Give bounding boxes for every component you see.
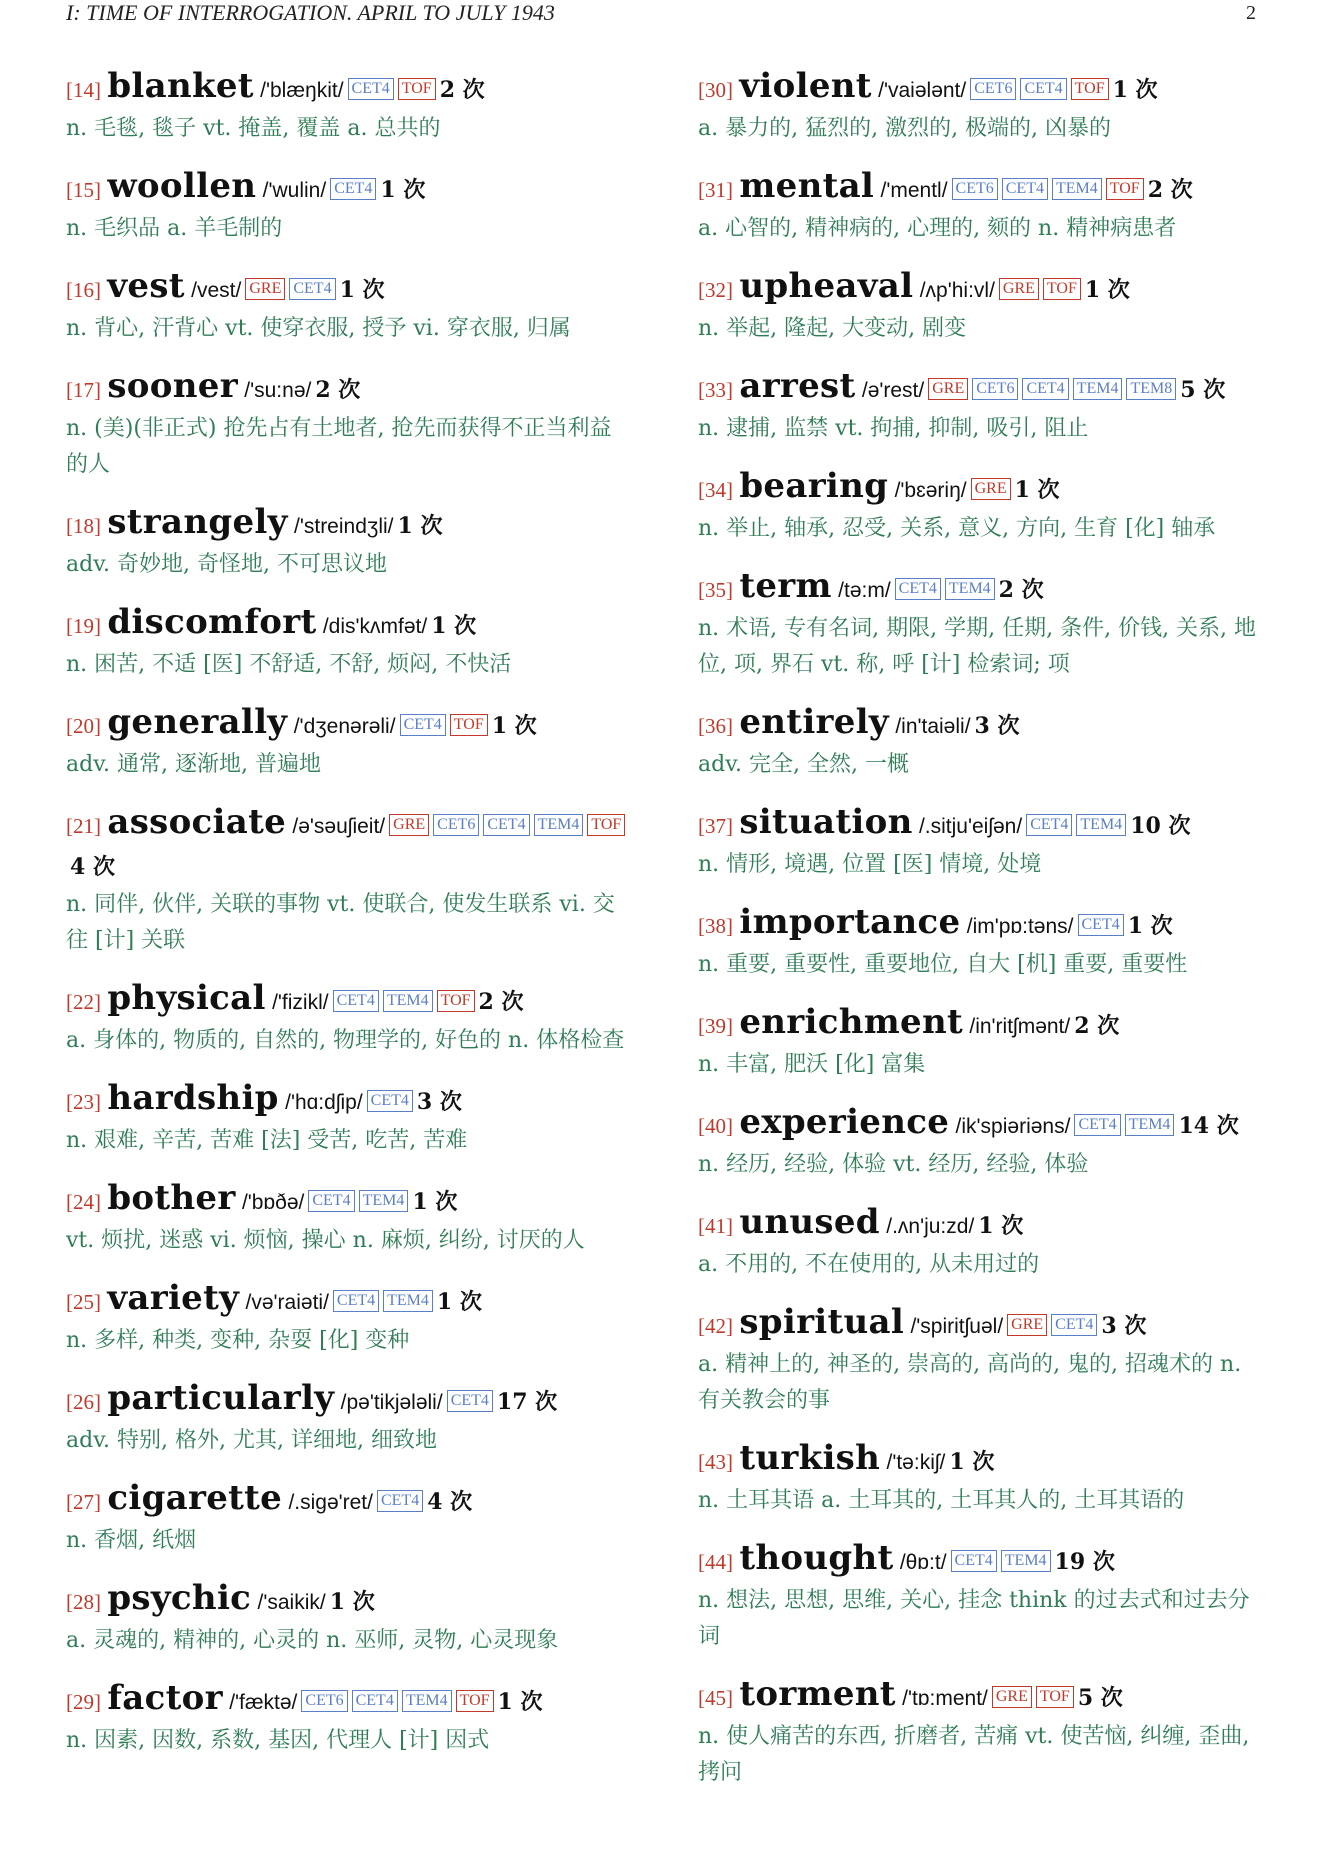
headword: upheaval bbox=[739, 266, 914, 306]
vocab-entry bbox=[698, 166, 1264, 247]
headword: mental bbox=[739, 166, 875, 206]
exam-tag-badge: CET4 bbox=[400, 714, 446, 736]
occurrence-count: 1 次 bbox=[397, 513, 443, 539]
headword: situation bbox=[739, 802, 913, 842]
right-column bbox=[698, 66, 1264, 1810]
headword: associate bbox=[107, 802, 287, 842]
exam-tag-badge: CET4 bbox=[367, 1090, 413, 1112]
exam-tag-badge: CET4 bbox=[348, 78, 394, 100]
headword: strangely bbox=[107, 502, 288, 542]
exam-tag-badge: TEM4 bbox=[383, 1290, 433, 1312]
entry-headline bbox=[66, 66, 632, 111]
definition: vt. 烦扰, 迷惑 vi. 烦恼, 操心 n. 麻烦, 纠纷, 讨厌的人 bbox=[66, 1228, 585, 1253]
vocab-entry bbox=[66, 1178, 632, 1259]
headword: spiritual bbox=[739, 1302, 905, 1342]
definition: adv. 完全, 全然, 一概 bbox=[698, 752, 909, 777]
exam-tag-badge: TOF bbox=[456, 1690, 494, 1712]
entry-headline bbox=[698, 566, 1264, 611]
exam-tag-badge: CET4 bbox=[1022, 378, 1068, 400]
occurrence-count: 1 次 bbox=[978, 1213, 1024, 1239]
exam-tag-badge: CET4 bbox=[1026, 814, 1072, 836]
entry-headline bbox=[66, 166, 632, 211]
exam-tag-badge: TOF bbox=[1043, 278, 1081, 300]
entry-number: [25] bbox=[66, 1290, 101, 1314]
entry-number: [36] bbox=[698, 714, 733, 738]
headword: turkish bbox=[739, 1438, 881, 1478]
exam-tag-badge: TEM4 bbox=[945, 578, 995, 600]
occurrence-count: 1 次 bbox=[1127, 913, 1173, 939]
exam-tag-badge: CET4 bbox=[352, 1690, 398, 1712]
occurrence-count: 1 次 bbox=[491, 713, 537, 739]
entry-headline bbox=[698, 902, 1264, 947]
occurrence-count: 5 次 bbox=[1077, 1685, 1123, 1711]
occurrence-count: 1 次 bbox=[1112, 77, 1158, 103]
entry-headline bbox=[698, 1102, 1264, 1147]
definition: a. 暴力的, 猛烈的, 激烈的, 极端的, 凶暴的 bbox=[698, 116, 1112, 141]
headword: importance bbox=[739, 902, 961, 942]
phonetic: /'fizikl/ bbox=[272, 991, 329, 1014]
vocab-entry bbox=[66, 1578, 632, 1659]
headword: blanket bbox=[107, 66, 254, 106]
definition: n. 逮捕, 监禁 vt. 拘捕, 抑制, 吸引, 阻止 bbox=[698, 416, 1089, 441]
definition: a. 不用的, 不在使用的, 从未用过的 bbox=[698, 1252, 1040, 1277]
definition: n. 经历, 经验, 体验 vt. 经历, 经验, 体验 bbox=[698, 1152, 1089, 1177]
exam-tag-badge: GRE bbox=[245, 278, 285, 300]
phonetic: /'tɒ:ment/ bbox=[902, 1687, 988, 1710]
vocab-entry bbox=[66, 702, 632, 783]
phonetic: /θɒ:t/ bbox=[899, 1551, 947, 1574]
exam-tag-badge: CET6 bbox=[952, 178, 998, 200]
vocab-entry bbox=[698, 1438, 1264, 1519]
definition: n. 想法, 思想, 思维, 关心, 挂念 think 的过去式和过去分词 bbox=[698, 1588, 1250, 1649]
entry-headline bbox=[66, 366, 632, 411]
headword: violent bbox=[739, 66, 872, 106]
definition: n. 土耳其语 a. 土耳其的, 土耳其人的, 土耳其语的 bbox=[698, 1488, 1185, 1513]
phonetic: /və'raiəti/ bbox=[245, 1291, 329, 1314]
headword: entirely bbox=[739, 702, 889, 742]
phonetic: /'mentl/ bbox=[880, 179, 948, 202]
headword: torment bbox=[739, 1674, 896, 1714]
entry-headline bbox=[66, 1378, 632, 1423]
vocab-entry bbox=[698, 266, 1264, 347]
occurrence-count: 3 次 bbox=[974, 713, 1020, 739]
entry-number: [28] bbox=[66, 1590, 101, 1614]
headword: psychic bbox=[107, 1578, 252, 1618]
entry-number: [39] bbox=[698, 1014, 733, 1038]
entry-number: [20] bbox=[66, 714, 101, 738]
exam-tag-badge: CET4 bbox=[1051, 1314, 1097, 1336]
entry-headline bbox=[698, 702, 1264, 747]
exam-tag-badge: CET6 bbox=[433, 814, 479, 836]
exam-tag-badge: CET6 bbox=[972, 378, 1018, 400]
entry-number: [24] bbox=[66, 1190, 101, 1214]
entry-number: [17] bbox=[66, 378, 101, 402]
exam-tag-badge: CET4 bbox=[333, 990, 379, 1012]
entry-headline bbox=[66, 1078, 632, 1123]
entry-number: [16] bbox=[66, 278, 101, 302]
headword: cigarette bbox=[107, 1478, 283, 1518]
entry-headline bbox=[66, 602, 632, 647]
definition: n. 因素, 因数, 系数, 基因, 代理人 [计] 因式 bbox=[66, 1728, 490, 1753]
phonetic: /'saikik/ bbox=[257, 1591, 326, 1614]
entry-headline bbox=[698, 1438, 1264, 1483]
definition: adv. 奇妙地, 奇怪地, 不可思议地 bbox=[66, 552, 387, 577]
occurrence-count: 1 次 bbox=[436, 1289, 482, 1315]
occurrence-count: 2 次 bbox=[1147, 177, 1193, 203]
exam-tag-badge: GRE bbox=[999, 278, 1039, 300]
exam-tag-badge: GRE bbox=[928, 378, 968, 400]
phonetic: /tə:m/ bbox=[838, 579, 891, 602]
exam-tag-badge: CET4 bbox=[377, 1490, 423, 1512]
occurrence-count: 1 次 bbox=[497, 1689, 543, 1715]
phonetic: /'wulin/ bbox=[262, 179, 327, 202]
occurrence-count: 10 次 bbox=[1130, 813, 1191, 839]
vocab-entry bbox=[698, 902, 1264, 983]
vocab-entry bbox=[66, 1678, 632, 1759]
occurrence-count: 1 次 bbox=[380, 177, 426, 203]
phonetic: /in'ritʃmənt/ bbox=[969, 1015, 1071, 1038]
definition: n. 举起, 隆起, 大变动, 剧变 bbox=[698, 316, 967, 341]
vocab-entry bbox=[698, 1202, 1264, 1283]
entry-headline bbox=[698, 466, 1264, 511]
vocab-entry bbox=[698, 1002, 1264, 1083]
vocab-entry bbox=[66, 802, 632, 959]
vocab-entry bbox=[698, 466, 1264, 547]
occurrence-count: 2 次 bbox=[998, 577, 1044, 603]
occurrence-count: 2 次 bbox=[315, 377, 361, 403]
vocab-entry bbox=[66, 1478, 632, 1559]
entry-headline bbox=[698, 266, 1264, 311]
page-number: 2 bbox=[1246, 2, 1256, 24]
occurrence-count: 1 次 bbox=[412, 1189, 458, 1215]
headword: variety bbox=[107, 1278, 240, 1318]
headword: bother bbox=[107, 1178, 236, 1218]
exam-tag-badge: CET6 bbox=[301, 1690, 347, 1712]
definition: n. 艰难, 辛苦, 苦难 [法] 受苦, 吃苦, 苦难 bbox=[66, 1128, 468, 1153]
headword: unused bbox=[739, 1202, 880, 1242]
phonetic: /.ʌn'ju:zd/ bbox=[886, 1215, 975, 1238]
definition: a. 心智的, 精神病的, 心理的, 颏的 n. 精神病患者 bbox=[698, 216, 1177, 241]
exam-tag-badge: GRE bbox=[389, 814, 429, 836]
phonetic: /'vaiələnt/ bbox=[878, 79, 967, 102]
entry-number: [21] bbox=[66, 814, 101, 838]
vocab-entry bbox=[698, 1302, 1264, 1419]
entry-number: [35] bbox=[698, 578, 733, 602]
entry-number: [38] bbox=[698, 914, 733, 938]
headword: sooner bbox=[107, 366, 238, 406]
entry-number: [45] bbox=[698, 1686, 733, 1710]
definition: n. 重要, 重要性, 重要地位, 自大 [机] 重要, 重要性 bbox=[698, 952, 1188, 977]
definition: n. 毛织品 a. 羊毛制的 bbox=[66, 216, 283, 241]
occurrence-count: 2 次 bbox=[478, 989, 524, 1015]
vocab-entry bbox=[66, 502, 632, 583]
exam-tag-badge: CET4 bbox=[289, 278, 335, 300]
definition: n. 情形, 境遇, 位置 [医] 情境, 处境 bbox=[698, 852, 1042, 877]
chapter-title: I: TIME OF INTERROGATION. APRIL TO JULY 1943 bbox=[66, 0, 555, 25]
headword: experience bbox=[739, 1102, 950, 1142]
entry-headline bbox=[66, 802, 632, 887]
entry-number: [19] bbox=[66, 614, 101, 638]
entry-headline bbox=[698, 66, 1264, 111]
exam-tag-badge: TOF bbox=[450, 714, 488, 736]
definition: n. 多样, 种类, 变种, 杂耍 [化] 变种 bbox=[66, 1328, 410, 1353]
entry-headline bbox=[66, 1178, 632, 1223]
definition: n. 毛毯, 毯子 vt. 掩盖, 覆盖 a. 总共的 bbox=[66, 116, 441, 141]
exam-tag-badge: CET4 bbox=[333, 1290, 379, 1312]
occurrence-count: 2 次 bbox=[439, 77, 485, 103]
phonetic: /'spiritʃuəl/ bbox=[910, 1315, 1004, 1338]
occurrence-count: 14 次 bbox=[1178, 1113, 1239, 1139]
exam-tag-badge: CET4 bbox=[1020, 78, 1066, 100]
vocab-entry bbox=[698, 1674, 1264, 1791]
entry-headline bbox=[698, 1202, 1264, 1247]
entry-headline bbox=[66, 1578, 632, 1623]
vocab-entry bbox=[698, 66, 1264, 147]
entry-headline bbox=[698, 802, 1264, 847]
occurrence-count: 3 次 bbox=[416, 1089, 462, 1115]
headword: vest bbox=[107, 266, 185, 306]
phonetic: /ə'rest/ bbox=[861, 379, 925, 402]
entry-number: [29] bbox=[66, 1690, 101, 1714]
exam-tag-badge: TEM8 bbox=[1126, 378, 1176, 400]
exam-tag-badge: GRE bbox=[992, 1686, 1032, 1708]
exam-tag-badge: TEM4 bbox=[534, 814, 584, 836]
entry-number: [33] bbox=[698, 378, 733, 402]
occurrence-count: 4 次 bbox=[70, 854, 115, 880]
vocab-entry bbox=[698, 366, 1264, 447]
entry-number: [22] bbox=[66, 990, 101, 1014]
phonetic: /.sigə'ret/ bbox=[288, 1491, 373, 1514]
occurrence-count: 2 次 bbox=[1074, 1013, 1120, 1039]
definition: n. 丰富, 肥沃 [化] 富集 bbox=[698, 1052, 926, 1077]
phonetic: /'fæktə/ bbox=[229, 1691, 298, 1714]
entry-number: [32] bbox=[698, 278, 733, 302]
entry-headline bbox=[66, 978, 632, 1023]
occurrence-count: 1 次 bbox=[339, 277, 385, 303]
occurrence-count: 1 次 bbox=[949, 1449, 995, 1475]
entry-headline bbox=[66, 502, 632, 547]
phonetic: /ik'spiəriəns/ bbox=[955, 1115, 1071, 1138]
exam-tag-badge: TEM4 bbox=[1073, 378, 1123, 400]
vocab-entry bbox=[66, 266, 632, 347]
entry-number: [23] bbox=[66, 1090, 101, 1114]
entry-number: [34] bbox=[698, 478, 733, 502]
definition: n. (美)(非正式) 抢先占有土地者, 抢先而获得不正当利益的人 bbox=[66, 416, 612, 477]
definition: n. 术语, 专有名词, 期限, 学期, 任期, 条件, 价钱, 关系, 地位, 项, 界石 vt. 称, 呼 [计] 检索词; 项 bbox=[698, 616, 1257, 677]
exam-tag-badge: TOF bbox=[1106, 178, 1144, 200]
entry-headline bbox=[66, 1278, 632, 1323]
phonetic: /'dʒenərəli/ bbox=[293, 715, 396, 738]
vocab-entry bbox=[698, 802, 1264, 883]
entry-number: [40] bbox=[698, 1114, 733, 1138]
entry-headline bbox=[698, 166, 1264, 211]
exam-tag-badge: CET4 bbox=[447, 1390, 493, 1412]
occurrence-count: 3 次 bbox=[1101, 1313, 1147, 1339]
vocab-entry bbox=[66, 1078, 632, 1159]
exam-tag-badge: GRE bbox=[971, 478, 1011, 500]
headword: discomfort bbox=[107, 602, 317, 642]
definition: a. 灵魂的, 精神的, 心灵的 n. 巫师, 灵物, 心灵现象 bbox=[66, 1628, 559, 1653]
phonetic: /.sitju'eiʃən/ bbox=[918, 815, 1023, 838]
entry-headline bbox=[698, 1302, 1264, 1347]
entry-headline bbox=[698, 1002, 1264, 1047]
definition: adv. 通常, 逐渐地, 普遍地 bbox=[66, 752, 321, 777]
exam-tag-badge: TOF bbox=[398, 78, 436, 100]
vocab-entry bbox=[66, 1378, 632, 1459]
entry-headline bbox=[66, 1478, 632, 1523]
exam-tag-badge: TEM4 bbox=[359, 1190, 409, 1212]
phonetic: /'blæŋkit/ bbox=[260, 79, 344, 102]
headword: arrest bbox=[739, 366, 856, 406]
vocab-entry bbox=[698, 702, 1264, 783]
exam-tag-badge: CET4 bbox=[330, 178, 376, 200]
occurrence-count: 19 次 bbox=[1054, 1549, 1115, 1575]
occurrence-count: 1 次 bbox=[1014, 477, 1060, 503]
phonetic: /'bɛəriŋ/ bbox=[894, 479, 967, 502]
entry-headline bbox=[698, 1674, 1264, 1719]
entry-number: [41] bbox=[698, 1214, 733, 1238]
exam-tag-badge: TEM4 bbox=[383, 990, 433, 1012]
exam-tag-badge: TOF bbox=[437, 990, 475, 1012]
exam-tag-badge: CET4 bbox=[895, 578, 941, 600]
headword: term bbox=[739, 566, 832, 606]
phonetic: /ʌp'hi:vl/ bbox=[919, 279, 995, 302]
occurrence-count: 1 次 bbox=[329, 1589, 375, 1615]
definition: n. 香烟, 纸烟 bbox=[66, 1528, 197, 1553]
exam-tag-badge: CET6 bbox=[970, 78, 1016, 100]
headword: woollen bbox=[107, 166, 257, 206]
exam-tag-badge: TOF bbox=[1071, 78, 1109, 100]
headword: particularly bbox=[107, 1378, 335, 1418]
vocab-entry bbox=[66, 602, 632, 683]
exam-tag-badge: CET4 bbox=[1074, 1114, 1120, 1136]
entry-headline bbox=[66, 266, 632, 311]
occurrence-count: 1 次 bbox=[431, 613, 477, 639]
entry-number: [15] bbox=[66, 178, 101, 202]
phonetic: /in'taiəli/ bbox=[895, 715, 971, 738]
entry-number: [43] bbox=[698, 1450, 733, 1474]
vocab-entry bbox=[66, 366, 632, 483]
phonetic: /'hɑ:dʃip/ bbox=[285, 1091, 363, 1114]
entry-headline bbox=[66, 1678, 632, 1723]
vocab-entry bbox=[66, 978, 632, 1059]
entry-number: [31] bbox=[698, 178, 733, 202]
headword: hardship bbox=[107, 1078, 279, 1118]
vocab-entry bbox=[698, 566, 1264, 683]
exam-tag-badge: CET4 bbox=[1078, 914, 1124, 936]
exam-tag-badge: TEM4 bbox=[1076, 814, 1126, 836]
definition: n. 背心, 汗背心 vt. 使穿衣服, 授予 vi. 穿衣服, 归属 bbox=[66, 316, 571, 341]
vocab-entry bbox=[698, 1538, 1264, 1655]
entry-number: [27] bbox=[66, 1490, 101, 1514]
definition: a. 身体的, 物质的, 自然的, 物理学的, 好色的 n. 体格检查 bbox=[66, 1028, 625, 1053]
entry-number: [14] bbox=[66, 78, 101, 102]
phonetic: /ə'səuʃieit/ bbox=[292, 815, 386, 838]
entry-headline bbox=[698, 366, 1264, 411]
entry-number: [42] bbox=[698, 1314, 733, 1338]
exam-tag-badge: CET4 bbox=[483, 814, 529, 836]
phonetic: /pə'tikjələli/ bbox=[340, 1391, 443, 1414]
headword: factor bbox=[107, 1678, 223, 1718]
exam-tag-badge: GRE bbox=[1007, 1314, 1047, 1336]
phonetic: /im'pɒ:təns/ bbox=[966, 915, 1074, 938]
headword: bearing bbox=[739, 466, 889, 506]
entry-headline bbox=[66, 702, 632, 747]
definition: n. 使人痛苦的东西, 折磨者, 苦痛 vt. 使苦恼, 纠缠, 歪曲, 拷问 bbox=[698, 1724, 1250, 1785]
exam-tag-badge: TOF bbox=[587, 814, 625, 836]
vocab-entry bbox=[66, 166, 632, 247]
left-column bbox=[66, 66, 632, 1778]
occurrence-count: 17 次 bbox=[496, 1389, 558, 1415]
headword: generally bbox=[107, 702, 288, 742]
exam-tag-badge: CET4 bbox=[951, 1550, 997, 1572]
headword: enrichment bbox=[739, 1002, 963, 1042]
definition: n. 同伴, 伙伴, 关联的事物 vt. 使联合, 使发生联系 vi. 交往 [计] 关联 bbox=[66, 892, 615, 953]
occurrence-count: 5 次 bbox=[1180, 377, 1226, 403]
vocab-entry bbox=[698, 1102, 1264, 1183]
entry-number: [37] bbox=[698, 814, 733, 838]
phonetic: /vest/ bbox=[191, 279, 242, 302]
entry-number: [44] bbox=[698, 1550, 733, 1574]
phonetic: /'su:nə/ bbox=[244, 379, 312, 402]
exam-tag-badge: CET4 bbox=[1002, 178, 1048, 200]
occurrence-count: 4 次 bbox=[427, 1489, 473, 1515]
definition: n. 举止, 轴承, 忍受, 关系, 意义, 方向, 生育 [化] 轴承 bbox=[698, 516, 1216, 541]
exam-tag-badge: TEM4 bbox=[402, 1690, 452, 1712]
phonetic: /'tə:kiʃ/ bbox=[886, 1451, 946, 1474]
exam-tag-badge: TOF bbox=[1036, 1686, 1074, 1708]
running-header bbox=[66, 0, 1256, 30]
vocab-entry bbox=[66, 66, 632, 147]
entry-number: [18] bbox=[66, 514, 101, 538]
definition: a. 精神上的, 神圣的, 崇高的, 高尚的, 鬼的, 招魂术的 n. 有关教会的事 bbox=[698, 1352, 1242, 1413]
vocab-entry bbox=[66, 1278, 632, 1359]
exam-tag-badge: CET4 bbox=[308, 1190, 354, 1212]
exam-tag-badge: TEM4 bbox=[1052, 178, 1102, 200]
definition: n. 困苦, 不适 [医] 不舒适, 不舒, 烦闷, 不快活 bbox=[66, 652, 512, 677]
occurrence-count: 1 次 bbox=[1084, 277, 1130, 303]
headword: physical bbox=[107, 978, 266, 1018]
phonetic: /dis'kʌmfət/ bbox=[322, 615, 428, 638]
exam-tag-badge: TEM4 bbox=[1001, 1550, 1051, 1572]
phonetic: /'bɒðə/ bbox=[241, 1191, 305, 1214]
entry-number: [30] bbox=[698, 78, 733, 102]
definition: adv. 特别, 格外, 尤其, 详细地, 细致地 bbox=[66, 1428, 437, 1453]
exam-tag-badge: TEM4 bbox=[1125, 1114, 1175, 1136]
phonetic: /'streindʒli/ bbox=[294, 515, 394, 538]
entry-number: [26] bbox=[66, 1390, 101, 1414]
entry-headline bbox=[698, 1538, 1264, 1583]
headword: thought bbox=[739, 1538, 894, 1578]
